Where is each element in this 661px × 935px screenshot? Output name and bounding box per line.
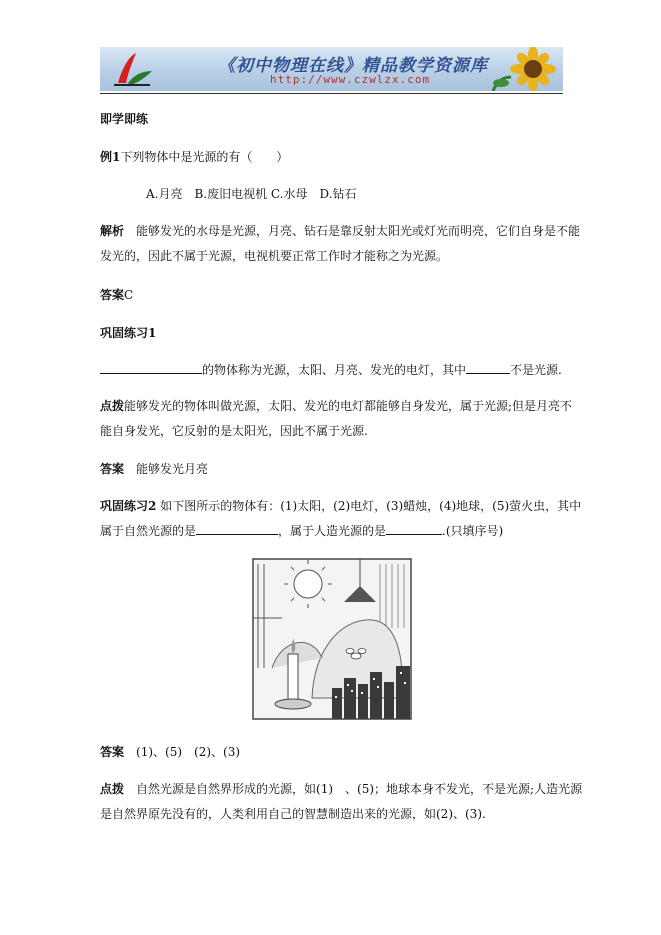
answer-3: 答案 (1)、(5) (2)、(3)	[100, 745, 241, 759]
practice-1-title: 巩固练习1	[100, 326, 157, 340]
practice-2-line-2: 属于自然光源的是 ，属于人造光源的是 .(只填序号)	[100, 524, 504, 538]
example-text: 下列物体中是光源的有（ ）	[120, 150, 289, 164]
answer-2: 答案 能够发光月亮	[100, 462, 209, 476]
example-options: A.月亮 B.废旧电视机 C.水母 D.钻石	[146, 187, 357, 201]
header-rule	[100, 93, 563, 94]
tip-label: 点拨	[100, 399, 125, 413]
light-sources-illustration	[252, 558, 412, 720]
tip-1-line-2: 能自身发光，它反射的是太阳光，因此不属于光源.	[100, 424, 368, 438]
example-label: 例1	[100, 150, 121, 164]
practice-2-label: 巩固练习2	[100, 499, 157, 513]
tip-2-line-2: 是自然界原先没有的，人类利用自己的智慧制造出来的光源，如(2)、(3).	[100, 807, 486, 821]
header-banner	[100, 47, 563, 91]
practice-1-text: 的物体称为光源，太阳、月亮、发光的电灯，其中 不是光源.	[100, 362, 562, 378]
fill-blank[interactable]	[386, 523, 442, 535]
sunflower-icon	[483, 47, 563, 91]
answer-1: 答案C	[100, 288, 134, 302]
example-question	[100, 149, 288, 165]
answer-label: 答案	[100, 288, 125, 302]
fill-blank[interactable]	[196, 523, 278, 535]
answer-label: 答案	[100, 745, 125, 759]
tip-2-line-1: 点拨 自然光源是自然界形成的光源，如(1) 、(5)；地球本身不发光，不是光源;人造光源	[100, 782, 583, 796]
fill-blank[interactable]	[466, 362, 510, 374]
answer-label: 答案	[100, 462, 125, 476]
analysis-line-1: 解析 能够发光的水母是光源，月亮、钻石是靠反射太阳光或灯光而明亮，它们自身是不能	[100, 224, 581, 238]
fill-blank[interactable]	[100, 362, 202, 374]
header-url: http://www.czwlzx.com	[270, 73, 431, 86]
analysis-label: 解析	[100, 224, 125, 238]
analysis-line-2: 发光的，因此不属于光源，电视机要正常工作时才能称之为光源。	[100, 249, 449, 263]
section-title: 即学即练	[100, 112, 149, 126]
header-title: 《初中物理在线》精品教学资源库	[218, 56, 488, 76]
tip-label: 点拨	[100, 782, 125, 796]
tip-1-line-1: 点拨能够发光的物体叫做光源，太阳、发光的电灯都能够自身发光，属于光源;但是月亮不	[100, 399, 573, 413]
practice-2-line-1: 巩固练习2 如下图所示的物体有：(1)太阳，(2)电灯，(3)蜡烛，(4)地球，(5)萤火虫，其中	[100, 499, 582, 513]
logo-icon	[108, 49, 156, 89]
